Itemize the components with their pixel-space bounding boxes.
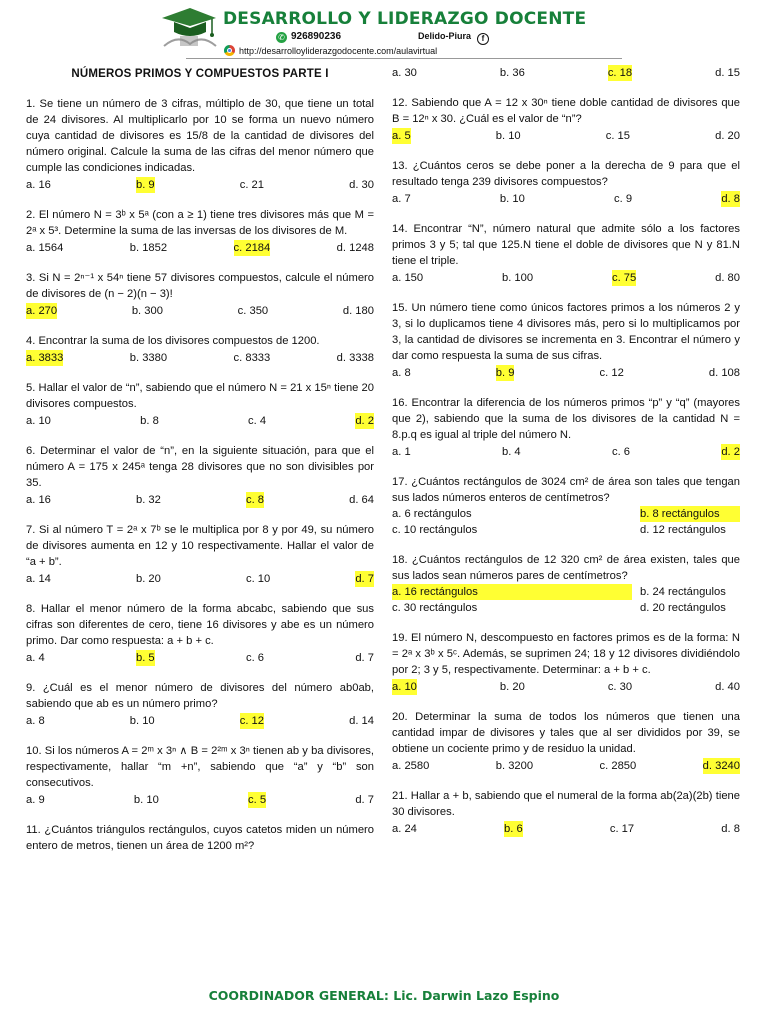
- question-text: 10. Si los números A = 2ᵐ x 3ⁿ ∧ B = 2²ᵐ x 3ⁿ tienen ab y ba divisores, respectivamente, hallar “m +n”, sabiendo que “a” y “b” son consecutivos.: [26, 745, 374, 789]
- website-url[interactable]: http://desarrolloyliderazgodocente.com/aulavirtual: [239, 46, 438, 56]
- answer-option: a. 10: [26, 415, 51, 427]
- answer-options: [26, 792, 374, 808]
- question-block: [26, 443, 374, 508]
- website-row: [224, 45, 437, 56]
- question-text: 16. Encontrar la diferencia de los números primos “p” y “q” (mayores que 2), sabiendo que la suma de los divisores de la cantidad N = 8.p.q es igual al triple del número N.: [392, 397, 740, 441]
- question-text: 15. Un número tiene como únicos factores primos a los números 2 y 3, si lo duplicamos tiene 4 divisores más, pero si lo multiplicamos por 3, la cantidad de divisores se incrementa en 3. Encontrar el número y dar como respuesta la suma de sus cifras.: [392, 302, 740, 362]
- question-block: [392, 474, 740, 538]
- answer-option: d. 8: [721, 823, 740, 835]
- answer-option: a. 8: [26, 715, 45, 727]
- answer-options: [26, 492, 374, 508]
- answer-option: b. 3380: [129, 352, 168, 364]
- answer-option: d. 1248: [336, 242, 374, 254]
- document-title: NÚMEROS PRIMOS Y COMPUESTOS PARTE I: [71, 68, 329, 80]
- question-block: [392, 788, 740, 837]
- question-text: 19. El número N, descompuesto en factores primos es de la forma: N = 2ᵃ x 3ᵇ x 5ᶜ. Además, se suprimen 24; 18 y 12 divisores dividiéndolo por 2; 3 y 5, respectivamente. Determinar: a + b + c.: [392, 632, 740, 676]
- answer-option: c. 10: [245, 573, 271, 585]
- answer-option: d. 20: [715, 130, 740, 142]
- answer-options: [26, 713, 374, 729]
- answer-option: a. 16: [26, 179, 51, 191]
- answer-option: d. 20 rectángulos: [640, 602, 726, 614]
- answer-option: d. 64: [349, 494, 374, 506]
- question-block: [26, 207, 374, 256]
- question-text: 13. ¿Cuántos ceros se debe poner a la derecha de 9 para que el resultado tenga 239 divisores compuestos?: [392, 160, 740, 188]
- answer-option: c. 4: [248, 415, 267, 427]
- question-text: 5. Hallar el valor de “n”, sabiendo que el número N = 21 x 15ⁿ tiene 20 divisores compuestos.: [26, 382, 374, 410]
- phone-contact: [276, 31, 341, 43]
- answer-option: b. 10: [499, 193, 525, 205]
- question-text: 4. Encontrar la suma de los divisores compuestos de 1200.: [26, 335, 320, 347]
- answer-option: b. 10: [133, 794, 159, 806]
- question-block: [26, 822, 374, 854]
- answer-option: a. 2580: [392, 760, 430, 772]
- question-block: [392, 65, 740, 81]
- answer-option: d. 3338: [336, 352, 374, 364]
- answer-option: b. 24 rectángulos: [640, 586, 726, 598]
- question-block: [392, 221, 740, 286]
- question-text: 12. Sabiendo que A = 12 x 30ⁿ tiene doble cantidad de divisores que B = 12ⁿ x 30. ¿Cuál es el valor de “n”?: [392, 97, 740, 125]
- answer-option-correct: c. 18: [607, 67, 633, 79]
- header-divider: [186, 58, 622, 59]
- question-text: 14. Encontrar “N”, número natural que admite sólo a los factores primos 3 y 5; tal que 125.N tiene el doble de divisores que N y 81.N tiene el triple.: [392, 223, 740, 267]
- answer-option: b. 20: [499, 681, 525, 693]
- answer-option: c. 10 rectángulos: [392, 524, 478, 536]
- answer-option: b. 300: [131, 305, 163, 317]
- answer-option: c. 15: [605, 130, 631, 142]
- question-text: 6. Determinar el valor de “n”, en la siguiente situación, para que el número A = 175 x 245ᵃ tenga 28 divisores que no son divisibles por 35.: [26, 445, 374, 489]
- footer-coordinator: COORDINADOR GENERAL: Lic. Darwin Lazo Espino: [208, 988, 560, 1003]
- question-block: [392, 300, 740, 381]
- question-block: [26, 522, 374, 587]
- answer-option-correct: a. 3833: [26, 352, 64, 364]
- answer-option: c. 6: [245, 652, 265, 664]
- answer-options: [392, 365, 740, 381]
- question-block: [26, 270, 374, 319]
- answer-option: b. 100: [501, 272, 534, 284]
- answer-option: c. 12: [599, 367, 624, 379]
- answer-options: [26, 571, 374, 587]
- question-block: [26, 380, 374, 429]
- answer-option: d. 80: [715, 272, 740, 284]
- answer-option: a. 7: [392, 193, 411, 205]
- phone-number: 926890236: [291, 31, 342, 42]
- question-text: 11. ¿Cuántos triángulos rectángulos, cuyos catetos miden un número entero de metros, tienen un área de 1200 m²?: [26, 824, 374, 852]
- facebook-icon: f: [477, 33, 489, 45]
- question-block: [392, 395, 740, 460]
- answer-options: [26, 177, 374, 193]
- answer-options: [392, 506, 740, 538]
- question-text: 9. ¿Cuál es el menor número de divisores del número ab0ab, sabiendo que ab es un número primo?: [26, 682, 374, 710]
- question-text: 18. ¿Cuántos rectángulos de 12 320 cm² de área existen, tales que sus lados sean números pares de centímetros?: [392, 554, 740, 582]
- answer-option: a. 8: [392, 367, 411, 379]
- answer-option-correct: c. 2184: [233, 242, 271, 254]
- answer-option: d. 14: [349, 715, 374, 727]
- answer-option-correct: a. 5: [392, 130, 411, 142]
- answer-option: d. 15: [715, 67, 740, 79]
- answer-options: [392, 444, 740, 460]
- answer-options: [26, 350, 374, 366]
- answer-options: [392, 270, 740, 286]
- answer-option-correct: a. 10: [392, 681, 417, 693]
- answer-option-correct: b. 8 rectángulos: [640, 506, 740, 522]
- question-text: 3. Si N = 2ⁿ⁻¹ x 54ⁿ tiene 57 divisores compuestos, calcule el número de divisores de (n − 2)(n − 3)!: [26, 272, 374, 300]
- answer-options: [392, 584, 740, 616]
- answer-option: c. 9: [614, 193, 633, 205]
- answer-option-correct: c. 5: [248, 794, 267, 806]
- answer-option: b. 36: [499, 67, 525, 79]
- answer-options: [26, 650, 374, 666]
- answer-options: [392, 191, 740, 207]
- answer-option: c. 350: [237, 305, 269, 317]
- question-block: [392, 95, 740, 144]
- answer-option-correct: d. 3240: [702, 760, 740, 772]
- brand-title: DESARROLLO Y LIDERAZGO DOCENTE: [223, 9, 587, 29]
- answer-option-correct: d. 7: [355, 573, 374, 585]
- answer-option-correct: b. 5: [135, 652, 155, 664]
- question-block: [392, 552, 740, 616]
- question-block: [392, 630, 740, 695]
- answer-options: [26, 413, 374, 429]
- question-text: 21. Hallar a + b, sabiendo que el numeral de la forma ab(2a)(2b) tiene 30 divisores.: [392, 790, 740, 818]
- chrome-icon: [224, 45, 235, 56]
- answer-option: d. 7: [355, 794, 374, 806]
- question-block: [392, 158, 740, 207]
- answer-option-correct: c. 8: [245, 494, 265, 506]
- graduation-cap-logo-icon: [160, 4, 218, 50]
- question-block: [26, 743, 374, 808]
- answer-option: b. 3200: [495, 760, 534, 772]
- answer-option: a. 14: [26, 573, 51, 585]
- question-block: [26, 96, 374, 193]
- answer-option: c. 21: [239, 179, 265, 191]
- question-text: 17. ¿Cuántos rectángulos de 3024 cm² de área son tales que tengan sus lados números enteros de centímetros?: [392, 476, 740, 504]
- left-column: [26, 64, 374, 868]
- answer-option: b. 10: [495, 130, 521, 142]
- answer-options: [392, 821, 740, 837]
- question-text: 1. Se tiene un número de 3 cifras, múltiplo de 30, que tiene un total de 24 divisores. Al multiplicarlo por 10 se forma un nuevo número cuya cantidad de divisores es 15/8 de la cantidad de divisores del número original. Calcule la suma de las cifras del menor número que cumple las condiciones indicadas.: [26, 98, 374, 174]
- location-text: Delido-Piura: [418, 31, 472, 41]
- answer-option: b. 10: [129, 715, 155, 727]
- answer-option: c. 8333: [233, 352, 271, 364]
- answer-option: a. 4: [26, 652, 45, 664]
- question-text: 20. Determinar la suma de todos los números que tienen una cantidad impar de divisores y tales que al ser divididos por 39, se obtiene un cociente primo y de residuo la unidad.: [392, 711, 740, 755]
- answer-option-correct: b. 9: [135, 179, 155, 191]
- answer-option: b. 8: [140, 415, 159, 427]
- location-contact: [418, 31, 489, 45]
- answer-option: a. 150: [392, 272, 424, 284]
- answer-option: d. 7: [355, 652, 374, 664]
- answer-option-correct: c. 12: [239, 715, 265, 727]
- answer-option: d. 12 rectángulos: [640, 524, 726, 536]
- answer-option: a. 6 rectángulos: [392, 508, 472, 520]
- answer-option: a. 9: [26, 794, 45, 806]
- answer-option: a. 24: [392, 823, 417, 835]
- answer-options: [392, 758, 740, 774]
- question-block: [26, 680, 374, 729]
- whatsapp-icon: ✆: [276, 32, 287, 43]
- answer-option: c. 30 rectángulos: [392, 602, 478, 614]
- answer-options: [392, 65, 740, 81]
- answer-option: d. 108: [708, 367, 740, 379]
- answer-options: [26, 303, 374, 319]
- question-block: [26, 601, 374, 666]
- question-block: [392, 709, 740, 774]
- answer-option-correct: d. 8: [721, 193, 740, 205]
- answer-option: d. 30: [349, 179, 374, 191]
- question-text: 7. Si al número T = 2ᵃ x 7ᵇ se le multiplica por 8 y por 49, su número de divisores aumenta en 12 y 10 respectivamente. Hallar el valor de “a + b”.: [26, 524, 374, 568]
- answer-option: a. 16: [26, 494, 51, 506]
- question-text: 2. El número N = 3ᵇ x 5ᵃ (con a ≥ 1) tiene tres divisores más que M = 2ᵃ x 5³. Determine la suma de las inversas de los divisores de M.: [26, 209, 374, 237]
- answer-option: c. 30: [607, 681, 633, 693]
- answer-option: b. 32: [135, 494, 161, 506]
- answer-option: d. 40: [715, 681, 740, 693]
- answer-options: [392, 679, 740, 695]
- page-header: [0, 0, 768, 64]
- answer-option: c. 2850: [599, 760, 637, 772]
- answer-option-correct: d. 2: [355, 415, 374, 427]
- question-block: [26, 333, 374, 366]
- answer-option-correct: b. 9: [495, 367, 515, 379]
- answer-option: c. 17: [609, 823, 635, 835]
- answer-options: [26, 240, 374, 256]
- answer-option-correct: c. 75: [611, 272, 637, 284]
- answer-options: [392, 128, 740, 144]
- answer-option: a. 30: [392, 67, 417, 79]
- answer-option-correct: b. 6: [504, 823, 523, 835]
- answer-option-correct: a. 16 rectángulos: [392, 584, 632, 600]
- answer-option: a. 1564: [26, 242, 64, 254]
- answer-option: b. 20: [135, 573, 161, 585]
- answer-option: d. 180: [342, 305, 374, 317]
- answer-option: a. 1: [392, 446, 411, 458]
- question-text: 8. Hallar el menor número de la forma abcabc, sabiendo que sus cifras son diferentes de cero, tiene 16 divisores y abe es un número primo. Dar como respuesta: a + b + c.: [26, 603, 374, 647]
- answer-option: c. 6: [611, 446, 631, 458]
- answer-option: b. 4: [501, 446, 521, 458]
- answer-option-correct: a. 270: [26, 305, 58, 317]
- answer-option-correct: d. 2: [721, 446, 740, 458]
- right-column: [392, 64, 740, 851]
- answer-option: b. 1852: [129, 242, 168, 254]
